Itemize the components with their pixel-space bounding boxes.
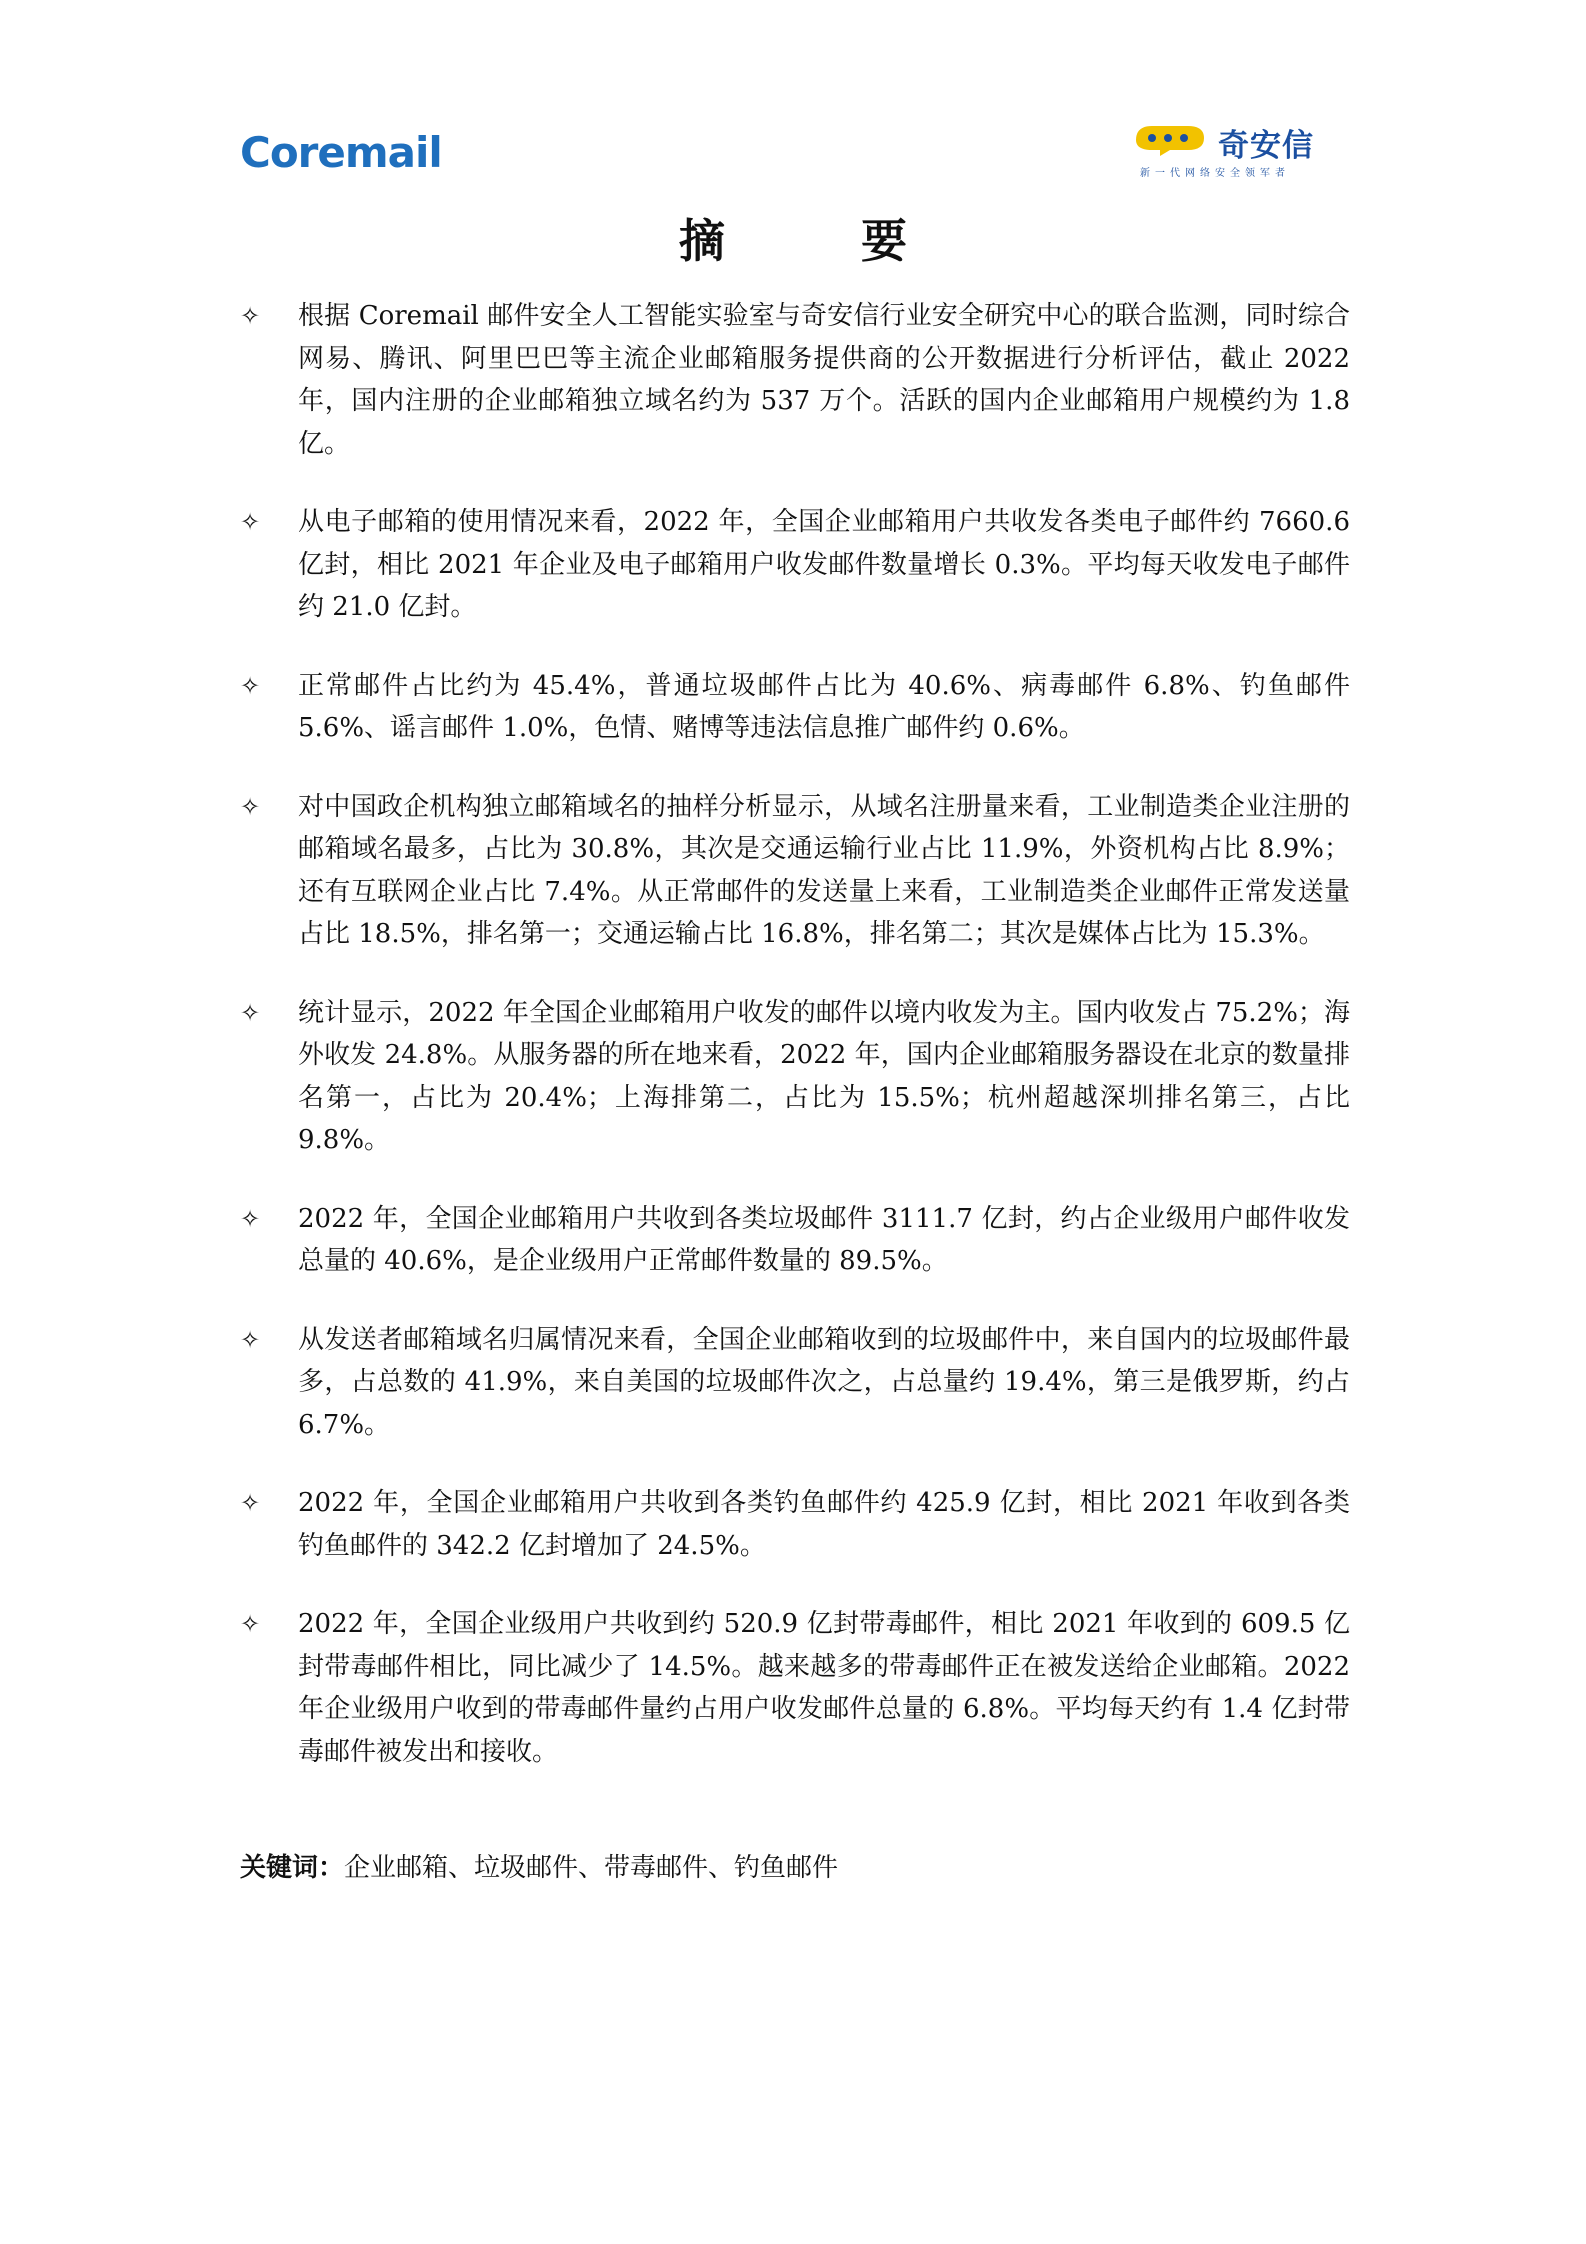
qianxin-brand-text: 奇安信	[1218, 128, 1314, 164]
diamond-star-icon: ✧	[240, 1610, 261, 1638]
list-item-text: 统计显示，2022 年全国企业邮箱用户收发的邮件以境内收发为主。国内收发占 75.2%；海外收发 24.8%。从服务器的所在地来看，2022 年，国内企业邮箱服务器设在北京的数量排名第一，占比为 20.4%；上海排第二，占比为 15.5%；杭州超越深圳排名第三，占比 9.8%。	[298, 997, 1350, 1155]
list-item-text: 正常邮件占比约为 45.4%，普通垃圾邮件占比为 40.6%、病毒邮件 6.8%、钓鱼邮件 5.6%、谣言邮件 1.0%，色情、赌博等违法信息推广邮件约 0.6%。	[298, 670, 1350, 743]
diamond-star-icon: ✧	[240, 1325, 261, 1354]
diamond-star-icon: ✧	[240, 1489, 261, 1517]
list-item	[240, 992, 1350, 1162]
list-item-text: 从电子邮箱的使用情况来看，2022 年，全国企业邮箱用户共收发各类电子邮件约 7660.6 亿封，相比 2021 年企业及电子邮箱用户收发邮件数量增长 0.3%。平均每天收发电子邮件约 21.0 亿封。	[298, 507, 1350, 622]
diamond-star-icon: ✧	[240, 302, 261, 330]
diamond-star-icon: ✧	[240, 998, 261, 1027]
list-item	[240, 665, 1350, 750]
coremail-logo: Coremail	[240, 128, 442, 177]
list-item	[240, 1319, 1350, 1447]
qianxin-logo	[1130, 112, 1330, 182]
list-item	[240, 786, 1350, 956]
list-item-text: 2022 年，全国企业邮箱用户共收到各类垃圾邮件 3111.7 亿封，约占企业级用户邮件收发总量的 40.6%，是企业级用户正常邮件数量的 89.5%。	[298, 1203, 1350, 1276]
diamond-star-icon: ✧	[240, 1204, 261, 1233]
list-item	[240, 1198, 1350, 1283]
diamond-star-icon: ✧	[240, 792, 261, 821]
list-item-text: 对中国政企机构独立邮箱域名的抽样分析显示，从域名注册量来看，工业制造类企业注册的邮箱域名最多，占比为 30.8%，其次是交通运输行业占比 11.9%，外资机构占比 8.9%；还有互联网企业占比 7.4%。从正常邮件的发送量上来看，工业制造类企业邮件正常发送量占比 18.5%，排名第一；交通运输占比 16.8%，排名第二；其次是媒体占比为 15.3%。	[298, 791, 1350, 949]
list-item-text: 根据 Coremail 邮件安全人工智能实验室与奇安信行业安全研究中心的联合监测，同时综合网易、腾讯、阿里巴巴等主流企业邮箱服务提供商的公开数据进行分析评估，截止 2022 年，国内注册的企业邮箱独立域名约为 537 万个。活跃的国内企业邮箱用户规模约为 1.8 亿。	[298, 301, 1350, 459]
list-item-text: 从发送者邮箱域名归属情况来看，全国企业邮箱收到的垃圾邮件中，来自国内的垃圾邮件最多，占总数的 41.9%，来自美国的垃圾邮件次之，占总量约 19.4%，第三是俄罗斯，约占 6.7%。	[298, 1324, 1350, 1440]
diamond-star-icon: ✧	[240, 508, 261, 536]
qianxin-tagline: 新一代网络安全领军者	[1140, 168, 1290, 179]
keywords	[240, 1848, 838, 1888]
qianxin-mark-icon	[1130, 120, 1210, 158]
list-item	[240, 295, 1350, 465]
summary-list	[240, 295, 1350, 1809]
keywords-label: 关键词：	[240, 1853, 345, 1883]
list-item	[240, 1603, 1350, 1773]
keywords-value: 企业邮箱、垃圾邮件、带毒邮件、钓鱼邮件	[344, 1853, 839, 1883]
list-item-text: 2022 年，全国企业级用户共收到约 520.9 亿封带毒邮件，相比 2021 年收到的 609.5 亿封带毒邮件相比，同比减少了 14.5%。越来越多的带毒邮件正在被发送给企业邮箱。2022 年企业级用户收到的带毒邮件量约占用户收发邮件总量的 6.8%。平均每天约有 1.4 亿封带毒邮件被发出和接收。	[298, 1609, 1350, 1767]
list-item	[240, 501, 1350, 629]
page-title: 摘 要	[678, 214, 967, 268]
diamond-star-icon: ✧	[240, 671, 261, 700]
list-item-text: 2022 年，全国企业邮箱用户共收到各类钓鱼邮件约 425.9 亿封，相比 2021 年收到各类钓鱼邮件的 342.2 亿封增加了 24.5%。	[298, 1488, 1350, 1561]
list-item	[240, 1482, 1350, 1567]
